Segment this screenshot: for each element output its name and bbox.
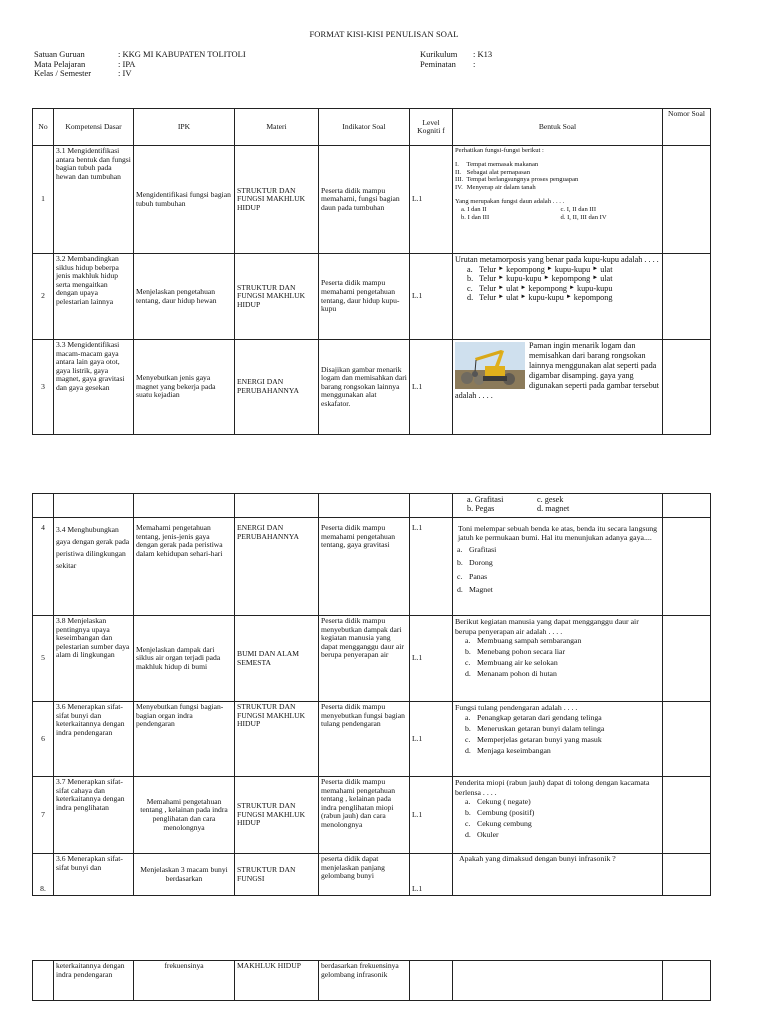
option: a. Grafitasi bbox=[457, 544, 497, 554]
cell-ipk: Memahami pengetahuan tentang, jenis-jenis gaya dengan gerak pada peristiwa dalam kehidupan sehari-hari bbox=[134, 518, 235, 616]
cell-question bbox=[453, 777, 663, 854]
question-stem: Yang merupakan fungsi daun adalah . . . . bbox=[455, 197, 565, 205]
kisi-table-2 bbox=[32, 493, 711, 896]
step: Telur bbox=[479, 283, 497, 293]
option: b. Dorong bbox=[457, 558, 493, 568]
header-ipk: IPK bbox=[134, 109, 235, 146]
option: d. Magnet bbox=[457, 585, 493, 595]
excavator-image bbox=[455, 342, 525, 389]
statement: Tempat memasak makanan bbox=[466, 160, 539, 168]
header-no: No bbox=[33, 109, 54, 146]
table-row bbox=[33, 254, 711, 340]
cell-question bbox=[453, 518, 663, 616]
cell-materi: STRUKTUR DAN FUNGSI MAKHLUK HIDUP bbox=[235, 254, 319, 340]
option: d. Menanam pohon di hutan bbox=[465, 669, 557, 679]
meta-value: : IPA bbox=[118, 58, 136, 69]
option: d. Menjaga keseimbangan bbox=[465, 745, 551, 755]
option: b. Meneruskan getaran bunyi dalam telinga bbox=[465, 723, 605, 733]
cell-materi: ENERGI DAN PERUBAHANNYA bbox=[235, 518, 319, 616]
cell-level: L.1 bbox=[410, 254, 453, 340]
meta-label: Satuan Guruan bbox=[34, 49, 85, 59]
cell-nomor bbox=[663, 616, 711, 702]
cell-no bbox=[33, 961, 54, 1001]
kisi-table-1 bbox=[32, 108, 711, 435]
cell-kd: 3.2 Membandingkan siklus hidup beberpa jenis makhluk hidup serta mengaitkan dengan upaya pelestarian lainnya bbox=[54, 254, 134, 340]
cell-kd: 3.8 Menjelaskan pentingnya upaya keseimbangan dan pelestarian sumber daya alam di lingkungan bbox=[54, 616, 134, 702]
cell-question bbox=[453, 702, 663, 777]
question-stem: Urutan metamorposis yang benar pada kupu-kupu adalah . . . . bbox=[455, 255, 659, 264]
cell-nomor bbox=[663, 146, 711, 254]
step: kepompong bbox=[551, 274, 591, 284]
cell-question: Apakah yang dimaksud dengan bunyi infrasonik ? bbox=[453, 854, 663, 896]
cell-level: L.1 bbox=[410, 146, 453, 254]
cell-question bbox=[453, 340, 663, 435]
table-row bbox=[33, 616, 711, 702]
question-intro: Perhatikan fungsi-fungsi berikut : bbox=[455, 147, 544, 154]
cell-ipk: frekuensinya bbox=[134, 961, 235, 1001]
option: d. magnet bbox=[537, 504, 570, 514]
step: kepompong bbox=[528, 283, 568, 293]
cell-nomor bbox=[663, 702, 711, 777]
meta-right bbox=[420, 50, 492, 69]
cell-ipk: Menyebutkan jenis gaya magnet yang bekerja pada suatu kejadian bbox=[134, 340, 235, 435]
cell-indikator: Disajikan gambar menarik logam dan memisahkan dari barang rongsokan lainnya menggunakan alat eskafator. bbox=[319, 340, 410, 435]
meta-value: : KKG MI KABUPATEN TOLITOLI bbox=[118, 49, 246, 59]
cell-nomor bbox=[663, 518, 711, 616]
cell-materi: BUMI DAN ALAM SEMESTA bbox=[235, 616, 319, 702]
cell-level: L.1 bbox=[410, 702, 453, 777]
cell-level: L.1 bbox=[410, 777, 453, 854]
option-chain: d. Telur ► ulat ► kupu-kupu ► kepompong bbox=[467, 293, 613, 303]
statement: Sebagai alat pernapasan bbox=[466, 168, 530, 176]
cell-indikator: Peserta didik mampu menyebutkan dampak dari kegiatan manusia yang dapat mengganggu daur air berupa penyerapan air bbox=[319, 616, 410, 702]
cell-nomor bbox=[663, 961, 711, 1001]
cell-ipk: Menjelaskan 3 macam bunyi berdasarkan bbox=[134, 854, 235, 896]
header-indikator: Indikator Soal bbox=[319, 109, 410, 146]
statement: Tempat berlangsungnya proses penguapan bbox=[466, 176, 579, 184]
question-stem: Berikut kegiatan manusia yang dapat mengganggu daur air berupa penyerapan air adalah . . . . bbox=[455, 617, 639, 636]
step: Telur bbox=[479, 293, 497, 303]
cell-nomor bbox=[663, 777, 711, 854]
cell-materi: MAKHLUK HIDUP bbox=[235, 961, 319, 1001]
option: b. Menebang pohon secara liar bbox=[465, 647, 566, 657]
header-bentuk: Bentuk Soal bbox=[453, 109, 663, 146]
step: Telur bbox=[479, 274, 497, 284]
cell-level bbox=[410, 961, 453, 1001]
step: kupu-kupu bbox=[528, 293, 564, 303]
cell-ipk: Menjelaskan pengetahuan tentang, daur hidup hewan bbox=[134, 254, 235, 340]
option-chain: c. Telur ► ulat ► kepompong ► kupu-kupu bbox=[467, 283, 613, 293]
cell-kd: 3.1 Mengidentifikasi antara bentuk dan fungsi bagian tubuh pada hewan dan tumbuhan bbox=[54, 146, 134, 254]
question-stem: Paman ingin menarik logam dan memisahkan dari barang rongsokan lainnya menggunakan alat seperti pada digambar disamping. gaya yang digunakan seperti pada gambar tersebut adalah . . . . bbox=[455, 341, 660, 400]
step: ulat bbox=[506, 293, 519, 303]
option-chain: b. Telur ► kupu-kupu ► kepompong ► ulat bbox=[467, 274, 613, 284]
roman-numeral: I. bbox=[455, 160, 459, 168]
cell-question bbox=[453, 146, 663, 254]
cell-indikator bbox=[319, 494, 410, 518]
cell-question bbox=[453, 494, 663, 518]
cell-materi: STRUKTUR DAN FUNGSI MAKHLUK HIDUP bbox=[235, 777, 319, 854]
cell-question bbox=[453, 616, 663, 702]
cell-no: 1 bbox=[33, 146, 54, 254]
cell-no: 8. bbox=[33, 854, 54, 896]
cell-kd: 3.6 Menerapkan sifat-sifat bunyi dan keterkaitannya dengan indra pendengaran bbox=[54, 702, 134, 777]
cell-level: L.1 bbox=[410, 616, 453, 702]
cell-nomor bbox=[663, 854, 711, 896]
cell-no: 2 bbox=[33, 254, 54, 340]
kisi-table-3 bbox=[32, 960, 711, 1001]
cell-ipk bbox=[134, 494, 235, 518]
header-row bbox=[33, 109, 711, 146]
cell-materi bbox=[235, 494, 319, 518]
option: b. I dan III bbox=[461, 213, 490, 221]
table-row bbox=[33, 340, 711, 435]
cell-level: L.1 bbox=[410, 340, 453, 435]
option: c. Panas bbox=[457, 571, 488, 581]
cell-materi: STRUKTUR DAN FUNGSI MAKHLUK HIDUP bbox=[235, 702, 319, 777]
option: d. I, II, III dan IV bbox=[560, 213, 607, 221]
step: kepompong bbox=[573, 293, 613, 303]
cell-nomor bbox=[663, 340, 711, 435]
option: b. Cembung (positif) bbox=[465, 808, 535, 818]
meta-value: : K13 bbox=[473, 49, 493, 59]
cell-kd: 3.6 Menerapkan sifat-sifat bunyi dan bbox=[54, 854, 134, 896]
option: b. Pegas bbox=[467, 504, 495, 514]
table-row bbox=[33, 777, 711, 854]
option-letter: d. bbox=[467, 293, 474, 303]
step: kupu-kupu bbox=[576, 283, 613, 293]
header-level: Level Kogniti f bbox=[410, 109, 453, 146]
cell-indikator: berdasarkan frekuensinya gelombang infrasonik bbox=[319, 961, 410, 1001]
roman-numeral: IV. bbox=[455, 184, 463, 192]
cell-materi: ENERGI DAN PERUBAHANNYA bbox=[235, 340, 319, 435]
cell-materi: STRUKTUR DAN FUNGSI MAKHLUK HIDUP bbox=[235, 146, 319, 254]
option: c. gesek bbox=[537, 495, 564, 504]
roman-numeral: II. bbox=[455, 168, 462, 176]
option: c. Memperjelas getaran bunyi yang masuk bbox=[465, 734, 602, 744]
option: a. Membuang sampah sembarangan bbox=[465, 636, 582, 646]
header-nomor: Nomor Soal bbox=[663, 109, 711, 146]
cell-level: L.1 bbox=[410, 854, 453, 896]
step: ulat bbox=[600, 274, 613, 284]
meta-label: Mata Pelajaran bbox=[34, 58, 86, 69]
page-title: FORMAT KISI-KISI PENULISAN SOAL bbox=[309, 29, 459, 39]
option-chain: a. Telur ► kepompong ► kupu-kupu ► ulat bbox=[467, 264, 613, 274]
cell-indikator: peserta didik dapat menjelaskan panjang gelombang bunyi bbox=[319, 854, 410, 896]
option: d. Okuler bbox=[465, 830, 499, 840]
cell-no bbox=[33, 494, 54, 518]
cell-kd: 3.7 Menerapkan sifat-sifat cahaya dan keterkaitannya dengan indra penglihatan bbox=[54, 777, 134, 854]
cell-no: 7 bbox=[33, 777, 54, 854]
cell-no: 4 bbox=[33, 518, 54, 616]
cell-question bbox=[453, 254, 663, 340]
cell-kd: 3.3 Mengidentifikasi macam-macam gaya antara lain gaya otot, gaya listrik, gaya magnet, gaya gravitasi dan gaya gesekan bbox=[54, 340, 134, 435]
cell-kd: keterkaitannya dengan indra pendengaran bbox=[54, 961, 134, 1001]
step: kupu-kupu bbox=[554, 264, 591, 274]
option: a. I dan II bbox=[461, 205, 487, 213]
cell-no: 5 bbox=[33, 616, 54, 702]
question-stem: Toni melempar sebuah benda ke atas, benda itu secara langsung jatuh ke permukaan bumi. Hal itu menunjukan adanya gaya.... bbox=[458, 524, 658, 543]
table-row bbox=[33, 494, 711, 518]
cell-ipk: Memahami pengetahuan tentang , kelainan pada indra penglihatan dan cara menolongnya bbox=[134, 777, 235, 854]
option: a. Penangkap getaran dari gendang telinga bbox=[465, 712, 602, 722]
header-materi: Materi bbox=[235, 109, 319, 146]
statement: Menyerap air dalam tanah bbox=[466, 184, 536, 192]
cell-indikator: Peserta didik mampu memahami pengetahuan tentang, daur hidup kupu-kupu bbox=[319, 254, 410, 340]
cell-nomor bbox=[663, 494, 711, 518]
cell-ipk: Mengidentifikasi fungsi bagian tubuh tumbuhan bbox=[134, 146, 235, 254]
meta-label: Kelas / Semester bbox=[34, 68, 92, 78]
cell-materi: STRUKTUR DAN FUNGSI bbox=[235, 854, 319, 896]
step: ulat bbox=[506, 283, 519, 293]
table-row bbox=[33, 518, 711, 616]
option: a. Grafitasi bbox=[467, 495, 504, 504]
option: c. Membuang air ke selokan bbox=[465, 658, 558, 668]
cell-level bbox=[410, 494, 453, 518]
table-row bbox=[33, 854, 711, 896]
meta-value: : bbox=[473, 58, 476, 69]
table-row bbox=[33, 961, 711, 1001]
option: c. Cekung cembung bbox=[465, 819, 532, 829]
meta-value: : IV bbox=[118, 68, 132, 78]
option-letter: b. bbox=[467, 274, 474, 284]
table-row bbox=[33, 702, 711, 777]
step: ulat bbox=[600, 264, 613, 274]
question-stem: Penderita miopi (rabun jauh) dapat di tolong dengan kacamata berlensa . . . . bbox=[455, 778, 650, 797]
step: kupu-kupu bbox=[506, 274, 542, 284]
excavator-illustration bbox=[455, 342, 525, 389]
option-letter: a. bbox=[467, 264, 473, 274]
meta-left bbox=[34, 50, 246, 79]
cell-indikator: Peserta didik mampu memahami pengetahuan tentang, gaya gravitasi bbox=[319, 518, 410, 616]
option: c. I, II dan III bbox=[560, 205, 597, 213]
cell-ipk: Menjelaskan dampak dari siklus air organ terjadi pada makhluk hidup di bumi bbox=[134, 616, 235, 702]
meta-label: Kurikulum bbox=[420, 49, 458, 59]
cell-no: 3 bbox=[33, 340, 54, 435]
cell-ipk: Menyebutkan fungsi bagian-bagian organ indra pendengaran bbox=[134, 702, 235, 777]
header-kd: Kompetensi Dasar bbox=[54, 109, 134, 146]
meta-label: Peminatan bbox=[420, 58, 456, 69]
cell-kd bbox=[54, 494, 134, 518]
cell-kd: 3.4 Menghubungkan gaya dengan gerak pada peristiwa dilingkungan sekitar bbox=[54, 518, 134, 616]
cell-nomor bbox=[663, 254, 711, 340]
cell-level: L.1 bbox=[410, 518, 453, 616]
roman-numeral: III. bbox=[455, 176, 464, 184]
option-letter: c. bbox=[467, 283, 473, 293]
option: a. Cekung ( negate) bbox=[465, 797, 531, 807]
cell-no: 6 bbox=[33, 702, 54, 777]
cell-indikator: Peserta didik mampu memahami, fungsi bagian daun pada tumbuhan bbox=[319, 146, 410, 254]
step: Telur bbox=[479, 264, 497, 274]
table-row bbox=[33, 146, 711, 254]
cell-indikator: Peserta didik mampu menyebutkan fungsi bagian tulang pendengaran bbox=[319, 702, 410, 777]
question-stem: Fungsi tulang pendengaran adalah . . . . bbox=[455, 703, 578, 712]
cell-question bbox=[453, 961, 663, 1001]
cell-indikator: Peserta didik mampu memahami pengetahuan tentang , kelainan pada indra penglihatan miopi (rabun jauh) dan cara menolongnya bbox=[319, 777, 410, 854]
step: kepompong bbox=[506, 264, 545, 274]
